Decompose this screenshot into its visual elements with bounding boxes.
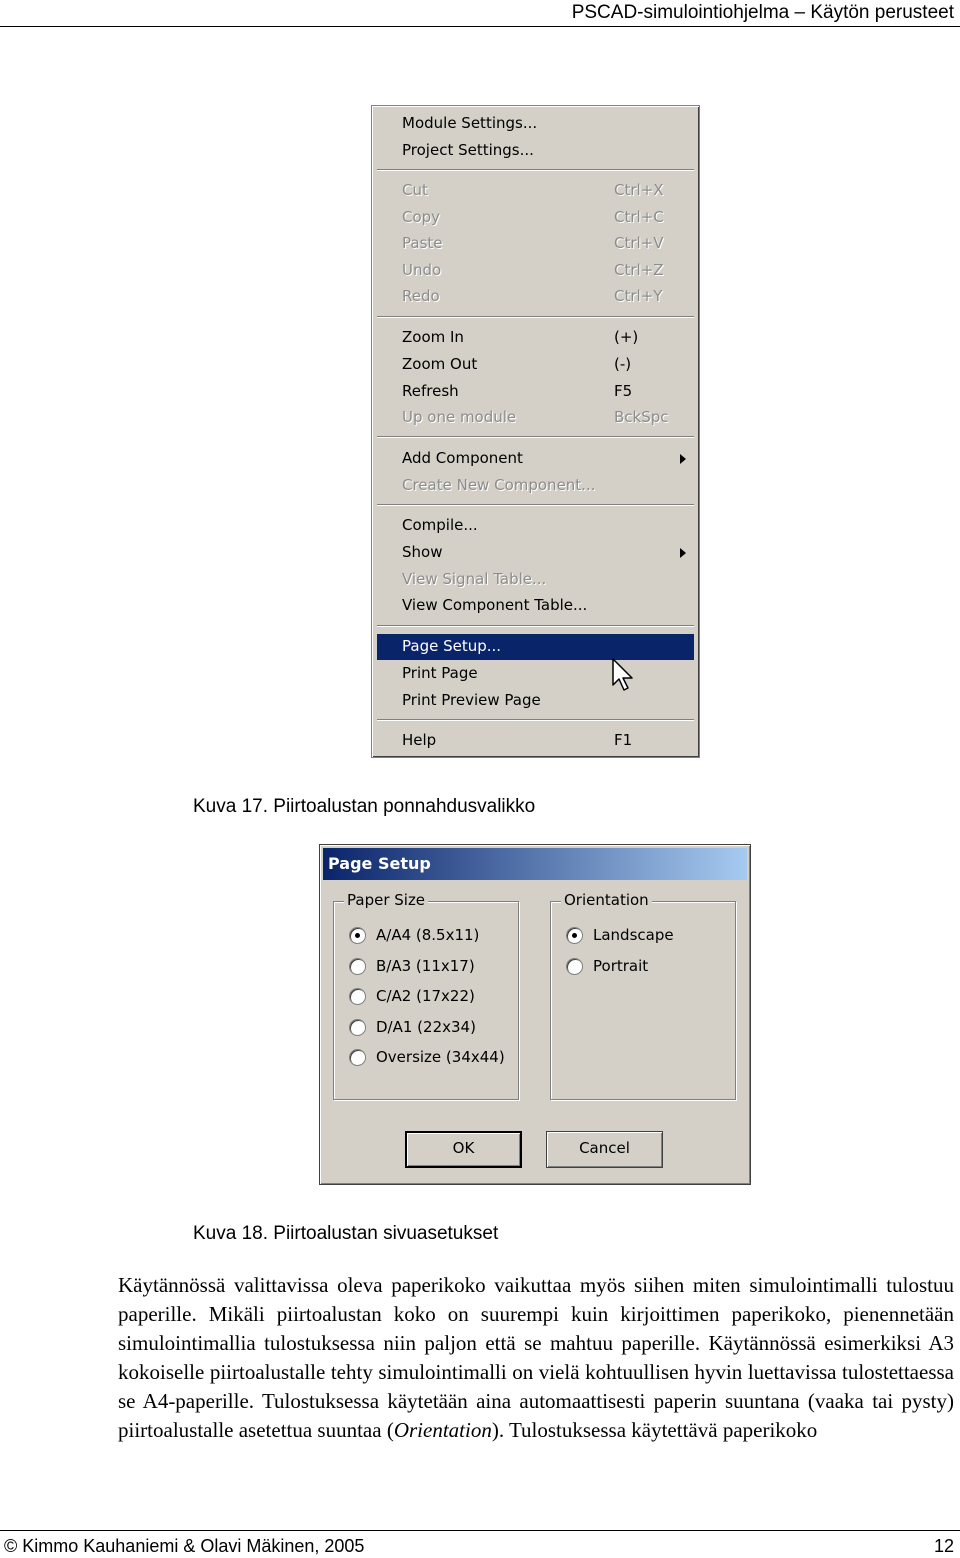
menu-item-print-page[interactable] [377,661,694,687]
radio-label: Landscape [593,926,674,944]
footer-copyright: © Kimmo Kauhaniemi & Olavi Mäkinen, 2005 [4,1536,365,1556]
menu-item-up-one-module[interactable] [377,405,694,431]
menu-separator [377,504,694,506]
menu-item-label: Add Component [402,449,523,467]
radio-label: A/A4 (8.5x11) [376,926,480,944]
menu-item-module-settings[interactable] [377,111,694,137]
menu-item-view-component-table[interactable] [377,593,694,619]
menu-separator [377,316,694,318]
header-rule [0,26,960,27]
figure-caption-17: Kuva 17. Piirtoalustan ponnahdusvalikko [193,796,536,817]
menu-item-refresh[interactable] [377,379,694,405]
menu-item-add-component[interactable] [377,446,694,472]
radio-label: C/A2 (17x22) [376,987,475,1005]
menu-item-label: Zoom In [402,328,464,346]
menu-item-show[interactable] [377,540,694,566]
menu-item-label: Paste [402,234,443,252]
menu-item-copy[interactable] [377,205,694,231]
menu-item-shortcut: Ctrl+C [614,208,664,226]
body-text-part1: Käytännössä valittavissa oleva paperikoko vaikuttaa myös siihen miten simulointimalli tulostuu paperille. Mikäli piirtoalustan koko on suurempi kuin kirjoittimen paperikoko, pienennetään simulointimallia tulostuksessa niin paljon että se mahtuu paperille. Käytännössä esimerkiksi A3 kokoiselle piirtoalustalle tehty simulointimalli on vielä kohtuullisen hyvin luettavissa tulostettaessa se A4-paperille. Tulostuksessa käytetään aina automaattisesti paperin suuntana (vaaka tai pysty) piirtoalustalle asetettua suuntaa ( [118,1273,954,1442]
menu-item-paste[interactable] [377,231,694,257]
menu-item-label: Copy [402,208,441,226]
menu-item-shortcut: F5 [614,382,633,400]
menu-item-project-settings[interactable] [377,138,694,164]
menu-item-label: View Component Table... [402,596,588,614]
menu-separator [377,436,694,438]
menu-item-label: Create New Component... [402,476,596,494]
radio-label: B/A3 (11x17) [376,957,475,975]
menu-item-label: Page Setup... [402,637,502,655]
context-menu [371,105,700,758]
menu-item-label: Redo [402,287,440,305]
dialog-title: Page Setup [328,854,431,873]
menu-item-label: Print Preview Page [402,691,541,709]
menu-separator [377,719,694,721]
radio-button-selected[interactable] [566,927,583,944]
menu-item-label: Refresh [402,382,459,400]
radio-button-selected[interactable] [349,927,366,944]
menu-item-view-signal-table[interactable] [377,567,694,593]
submenu-arrow-icon [680,454,686,464]
radio-button[interactable] [349,1019,366,1036]
figure-caption-18: Kuva 18. Piirtoalustan sivuasetukset [193,1223,499,1244]
menu-item-print-preview-page[interactable] [377,688,694,714]
menu-item-label: Undo [402,261,442,279]
page-setup-dialog [319,844,751,1185]
menu-item-label: View Signal Table... [402,570,547,588]
ok-button[interactable]: OK [405,1131,522,1168]
radio-label: Oversize (34x44) [376,1048,505,1066]
radio-label: Portrait [593,957,649,975]
menu-item-label: Project Settings... [402,141,534,159]
radio-button[interactable] [566,958,583,975]
menu-item-undo[interactable] [377,258,694,284]
menu-item-label: Zoom Out [402,355,478,373]
menu-item-shortcut: F1 [614,731,633,749]
radio-label: D/A1 (22x34) [376,1018,476,1036]
dialog-title-bar[interactable] [323,848,747,880]
menu-item-shortcut: BckSpc [614,408,669,426]
menu-separator [377,169,694,171]
radio-button[interactable] [349,958,366,975]
orientation-label: Orientation [561,891,652,909]
menu-item-shortcut: Ctrl+X [614,181,664,199]
paper-size-label: Paper Size [344,891,428,909]
menu-item-zoom-out[interactable] [377,352,694,378]
radio-button[interactable] [349,1049,366,1066]
footer-rule [0,1530,960,1531]
menu-item-label: Help [402,731,437,749]
menu-item-shortcut: Ctrl+Z [614,261,664,279]
body-paragraph [118,1271,954,1445]
radio-button[interactable] [349,988,366,1005]
menu-item-page-setup[interactable] [377,634,694,660]
cancel-button[interactable]: Cancel [546,1131,663,1168]
submenu-arrow-icon [680,548,686,558]
mouse-pointer-icon [611,657,637,693]
menu-item-zoom-in[interactable] [377,325,694,351]
menu-item-shortcut: Ctrl+V [614,234,664,252]
menu-item-shortcut: (+) [614,328,639,346]
paper-size-group [333,891,519,1100]
menu-separator [377,625,694,627]
menu-item-redo[interactable] [377,284,694,310]
orientation-group [550,891,736,1100]
page-number: 12 [933,1536,954,1556]
menu-item-create-new-component[interactable] [377,473,694,499]
header-title: PSCAD-simulointiohjelma – Käytön perusteet [571,2,954,23]
body-text-italic: Orientation [393,1418,492,1442]
menu-item-label: Up one module [402,408,517,426]
menu-item-label: Compile... [402,516,478,534]
menu-item-label: Cut [402,181,428,199]
menu-item-label: Show [402,543,443,561]
menu-item-label: Print Page [402,664,478,682]
menu-item-cut[interactable] [377,178,694,204]
menu-item-shortcut: Ctrl+Y [614,287,663,305]
menu-item-label: Module Settings... [402,114,538,132]
menu-item-help[interactable] [377,728,694,754]
menu-item-compile[interactable] [377,513,694,539]
menu-item-shortcut: (-) [614,355,632,373]
body-text-part2: ). Tulostuksessa käytettävä paperikoko [491,1418,818,1442]
